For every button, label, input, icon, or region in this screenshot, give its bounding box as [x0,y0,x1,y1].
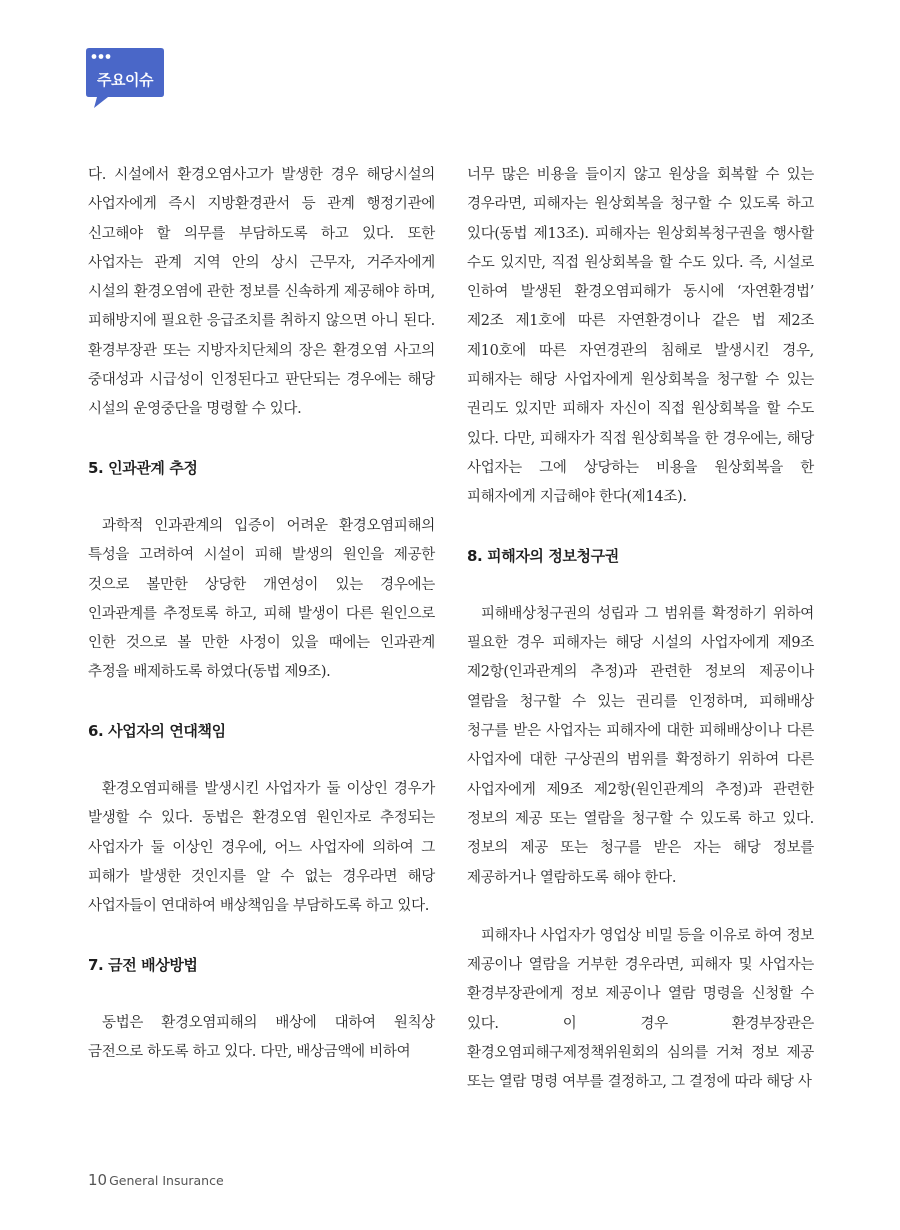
right-column [467,161,814,1098]
magazine-name: General Insurance [109,1173,224,1188]
paragraph-section-7-continued: 너무 많은 비용을 들이지 않고 원상을 회복할 수 있는 경우라면, 피해자는 원상회복을 청구할 수 있도록 하고 있다(동법 제13조). 피해자는 원상회복청구권을 행사할 수도 있지만, 직접 원상회복을 할 수도 있다. 즉, 시설로 인하여 발생된 환경오염피해가 동시에 ‘자연환경법’ 제2조 제1호에 따른 자연환경이나 같은 법 제2조 제10호에 따른 자연경관의 침해로 발생시킨 경우, 피해자는 해당 사업자에게 원상회복을 청구할 수 있는 권리도 있지만 피해자 자신이 직접 원상회복을 할 수도 있다. 다만, 피해자가 직접 원상회복을 한 경우에는, 해당 사업자는 그에 상당하는 비용을 원상회복을 한 피해자에게 지급해야 한다(제14조). [467,167,814,506]
paragraph-section-7: 동법은 환경오염피해의 배상에 대하여 원칙상 금전으로 하도록 하고 있다. 다만, 배상금액에 비하여 [88,1014,435,1061]
paragraph-section-5: 과학적 인과관계의 입증이 어려운 환경오염피해의 특성을 고려하여 시설이 피해 발생의 원인을 제공한 것으로 볼만한 상당한 개연성이 있는 경우에는 인과관계를 추정토록 하고, 피해 발생이 다른 원인으로 인한 것으로 볼 만한 사정이 있을 때에는 인과관계 추정을 배제하도록 하였다(동법 제9조). [88,517,435,681]
page-number: 10 [88,1171,108,1189]
page-footer [88,1170,224,1189]
heading-section-7: 7. 금전 배상방법 [88,955,198,974]
paragraph-intro: 다. 시설에서 환경오염사고가 발생한 경우 해당시설의 사업자에게 즉시 지방환경관서 등 관계 행정기관에 신고해야 할 의무를 부담하도록 하고 있다. 또한 사업자는 관계 지역 안의 상시 근무자, 거주자에게 시설의 환경오염에 관한 정보를 신속하게 제공해야 하며, 피해방지에 필요한 응급조치를 취하지 않으면 아니 된다. 환경부장관 또는 지방자치단체의 장은 환경오염 사고의 중대성과 시급성이 인정된다고 판단되는 경우에는 해당 시설의 운영중단을 명령할 수 있다. [88,167,435,418]
section-badge [86,48,164,110]
paragraph-section-8-b: 피해자나 사업자가 영업상 비밀 등을 이유로 하여 정보 제공이나 열람을 거부한 경우라면, 피해자 및 사업자는 환경부장관에게 정보 제공이나 열람 명령을 신청할 수 있다. 이 경우 환경부장관은 환경오염피해구제정책위원회의 심의를 거쳐 정보 제공 또는 열람 명령 여부를 결정하고, 그 결정에 따라 해당 사 [467,927,814,1091]
paragraph-section-8-a: 피해배상청구권의 성립과 그 범위를 확정하기 위하여 필요한 경우 피해자는 해당 시설의 사업자에게 제9조 제2항(인과관계의 추정)과 관련한 정보의 제공이나 열람을 청구할 수 있는 권리를 인정하며, 피해배상 청구를 받은 사업자는 피해자에 대한 피해배상이나 다른 사업자에 대한 구상권의 범위를 확정하기 위하여 다른 사업자에게 제9조 제2항(원인관계의 추정)과 관련한 정보의 제공 또는 열람을 청구할 수 있도록 하고 있다. 정보의 제공 또는 청구를 받은 자는 해당 정보를 제공하거나 열람하도록 해야 한다. [467,605,814,886]
heading-section-5: 5. 인과관계 추정 [88,458,198,477]
left-column [88,161,435,1067]
section-badge-label: 주요이슈 [97,71,153,89]
heading-section-6: 6. 사업자의 연대책임 [88,721,226,740]
paragraph-section-6: 환경오염피해를 발생시킨 사업자가 둘 이상인 경우가 발생할 수 있다. 동법은 환경오염 원인자로 추정되는 사업자가 둘 이상인 경우에, 어느 사업자에 의하여 그 피해가 발생한 것인지를 알 수 없는 경우라면 해당 사업자들이 연대하여 배상책임을 부담하도록 하고 있다. [88,781,435,915]
heading-section-8: 8. 피해자의 정보청구권 [467,546,619,565]
